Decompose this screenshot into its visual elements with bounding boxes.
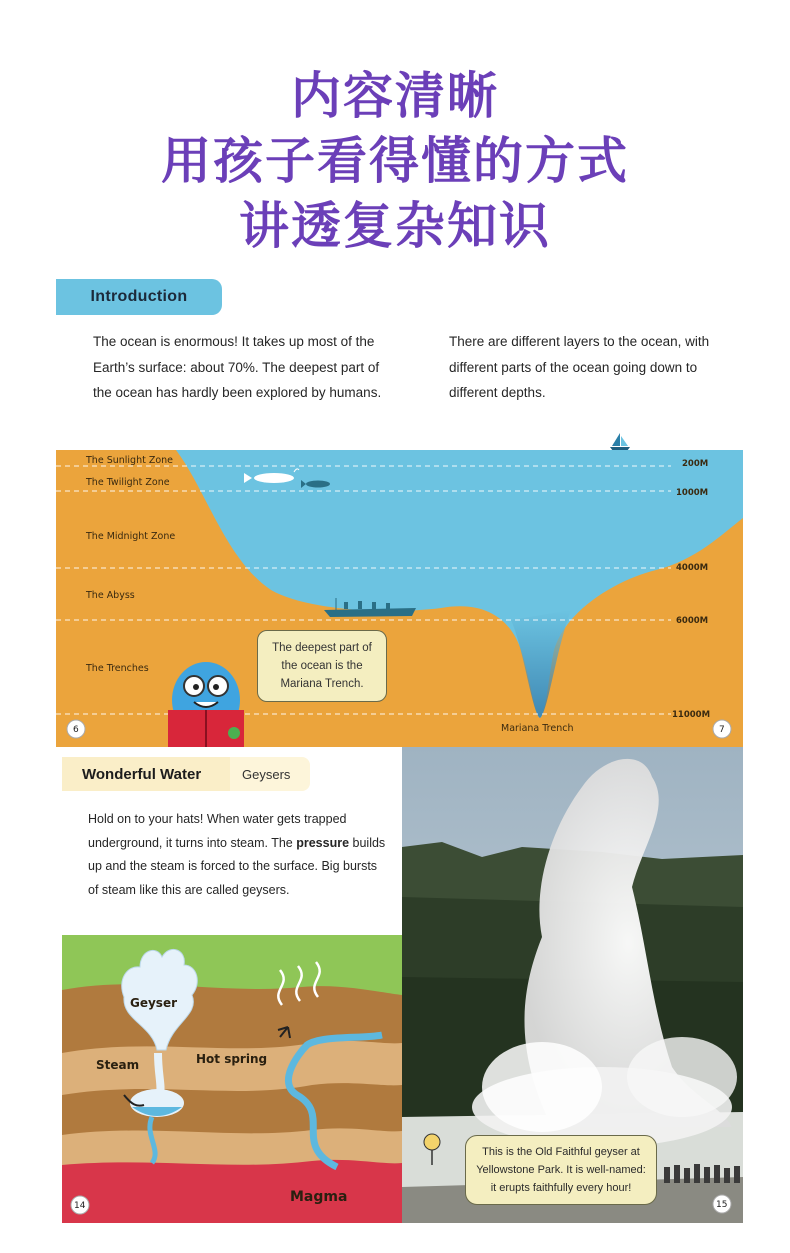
label-magma: Magma <box>290 1189 348 1205</box>
intro-paragraph-2: There are different layers to the ocean, with different parts of the ocean going down to different depths. <box>449 334 710 400</box>
mascot-speech-bubble: The deepest part of the ocean is the Mariana Trench. <box>257 630 387 702</box>
zone-label-sunlight: The Sunlight Zone <box>86 455 174 466</box>
zone-label-midnight: The Midnight Zone <box>86 531 176 542</box>
depth-label-6000: 6000M <box>676 616 709 626</box>
page-number-7-text: 7 <box>719 725 725 735</box>
mariana-trench-label: Mariana Trench <box>501 723 574 734</box>
headline-line-2: 用孩子看得懂的方式 <box>161 132 629 190</box>
introduction-tab: Introduction <box>56 279 222 315</box>
zone-label-abyss: The Abyss <box>86 590 135 601</box>
label-steam: Steam <box>96 1058 140 1072</box>
label-hot-spring: Hot spring <box>196 1052 268 1066</box>
wonderful-water-tab: Wonderful Water <box>62 757 230 791</box>
intro-paragraph-1: The ocean is enormous! It takes up most of the Earth’s surface: about 70%. The deepest part of the ocean has hardly been explored by humans. <box>93 334 382 400</box>
pressure-keyword: pressure <box>296 835 350 850</box>
headline-line-1: 内容清晰 <box>291 67 499 125</box>
sailboat-icon <box>608 432 632 452</box>
page-number-6-text: 6 <box>73 725 79 735</box>
label-geyser: Geyser <box>130 996 178 1010</box>
page-number-14-text: 14 <box>74 1201 86 1211</box>
zone-label-trenches: The Trenches <box>86 663 149 674</box>
ocean-layers-diagram <box>56 450 743 747</box>
depth-label-200: 200M <box>682 459 709 469</box>
zone-label-twilight: The Twilight Zone <box>86 477 170 488</box>
headline-line-3: 讲透复杂知识 <box>239 197 551 255</box>
geyser-paragraph: Hold on to your hats! When water gets trapped underground, it turns into steam. The pressure builds up and the steam is forced to the surface. Big bursts of steam like this are called geysers. <box>88 812 386 897</box>
geysers-subtab: Geysers <box>230 757 310 791</box>
depth-label-4000: 4000M <box>676 563 709 573</box>
depth-label-1000: 1000M <box>676 488 709 498</box>
geyser-diagram <box>62 935 402 1223</box>
photo-speech-bubble: This is the Old Faithful geyser at Yellowstone Park. It is well-named: it erupts faithfully every hour! <box>465 1135 657 1205</box>
page-number-15-text: 15 <box>716 1200 728 1210</box>
depth-label-11000: 11000M <box>672 710 711 720</box>
